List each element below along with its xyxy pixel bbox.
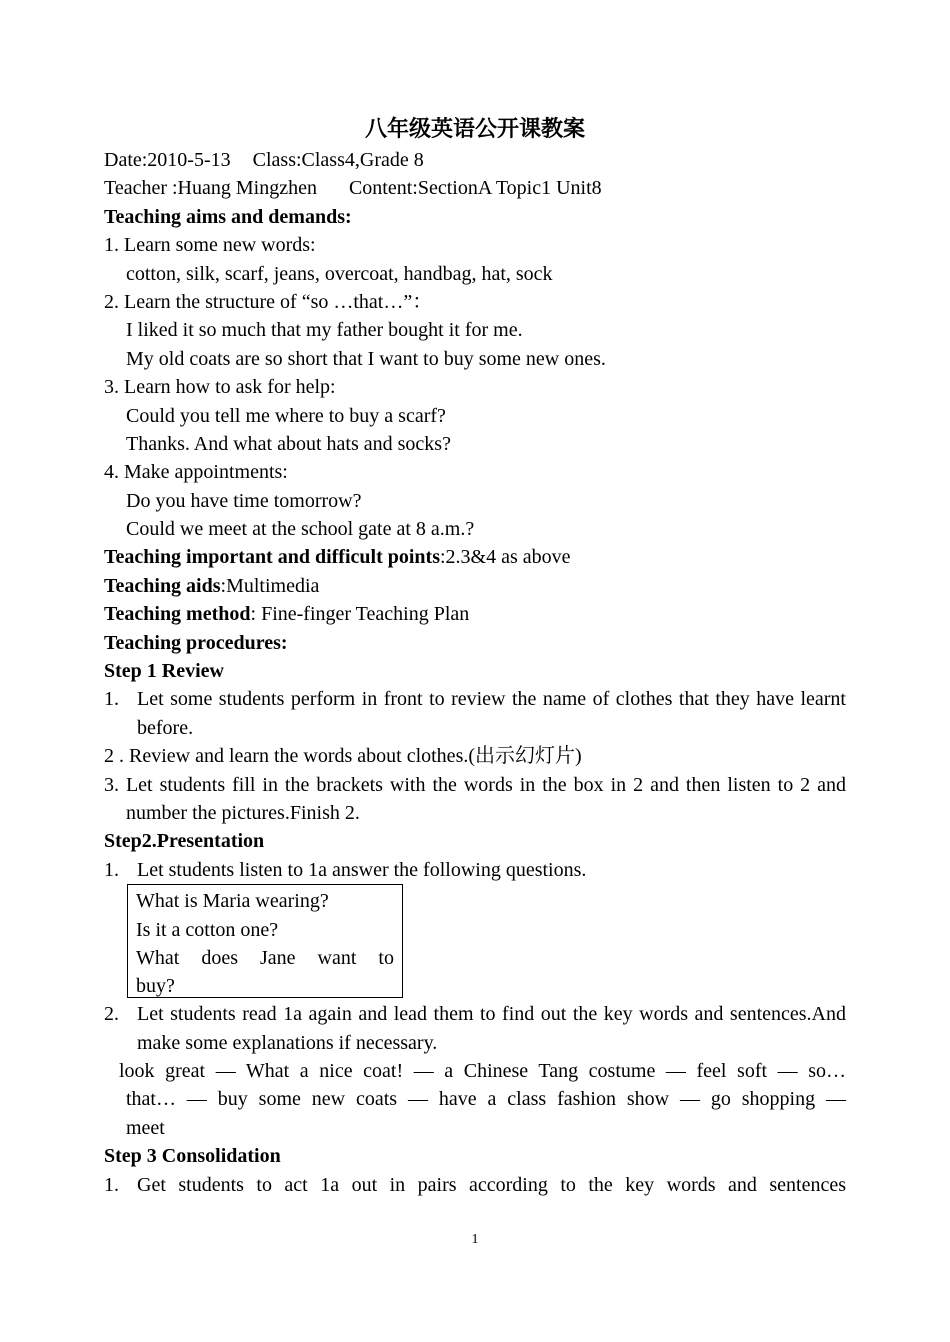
points-value: :2.3&4 as above bbox=[440, 546, 571, 569]
step2-item-2 bbox=[104, 1000, 846, 1057]
aim-2-line: My old coats are so short that I want to buy some new ones. bbox=[126, 347, 606, 370]
aim-2-label: 2. Learn the structure of “so …that…”： bbox=[104, 290, 433, 313]
key-phrase-chain-line: look great — What a nice coat! — a Chinese Tang costume — feel soft — so… bbox=[119, 1060, 846, 1083]
teacher-text: Teacher :Huang Mingzhen bbox=[104, 177, 317, 200]
aim-1-label: 1. Learn some new words: bbox=[104, 234, 316, 257]
step3-item-1-text: Get students to act 1a out in pairs according to the key words and sentences bbox=[137, 1173, 846, 1196]
step2-item-1-text: Let students listen to 1a answer the following questions. bbox=[137, 858, 587, 881]
step2-heading: Step2.Presentation bbox=[104, 830, 265, 853]
aim-4-line: Could we meet at the school gate at 8 a.m.? bbox=[126, 518, 475, 541]
method-value: : Fine-finger Teaching Plan bbox=[250, 603, 470, 626]
step1-item-3: 3. Let students fill in the brackets with the words in the box in 2 and then listen to 2 and number the pictures.Finish 2. bbox=[104, 773, 846, 825]
procedures-heading: Teaching procedures: bbox=[104, 631, 288, 654]
step3-item-1 bbox=[104, 1171, 846, 1199]
aim-4-label: 4. Make appointments: bbox=[104, 461, 288, 484]
aim-1-line: cotton, silk, scarf, jeans, overcoat, handbag, hat, sock bbox=[126, 262, 553, 285]
step2-item-1 bbox=[104, 856, 846, 884]
aim-3-label: 3. Learn how to ask for help: bbox=[104, 376, 336, 399]
question-line: What is Maria wearing? bbox=[136, 890, 329, 913]
questions-box bbox=[127, 884, 403, 998]
step1-item-1-number: 1. bbox=[104, 688, 119, 711]
page-title: 八年级英语公开课教案 bbox=[364, 116, 585, 141]
lesson-plan-page bbox=[104, 112, 846, 1199]
step2-item-1-number: 1. bbox=[104, 858, 119, 881]
aim-4-line: Do you have time tomorrow? bbox=[126, 489, 362, 512]
key-phrase-chain-line: meet bbox=[126, 1116, 165, 1139]
step3-item-1-number: 1. bbox=[104, 1173, 119, 1196]
aims-heading: Teaching aims and demands: bbox=[104, 205, 352, 228]
meta-line-2 bbox=[104, 174, 846, 202]
step1-item-2: 2 . Review and learn the words about clothes.(出示幻灯片) bbox=[104, 745, 582, 768]
step1-item-1 bbox=[104, 685, 846, 742]
method-label: Teaching method bbox=[104, 603, 251, 626]
method-line bbox=[104, 600, 846, 628]
aids-value: :Multimedia bbox=[220, 574, 320, 597]
content-text: Content:SectionA Topic1 Unit8 bbox=[348, 177, 602, 200]
points-line bbox=[104, 543, 846, 571]
aim-3-line: Thanks. And what about hats and socks? bbox=[126, 432, 451, 455]
step2-item-2-number: 2. bbox=[104, 1003, 119, 1026]
step1-item-1-text: Let some students perform in front to review the name of clothes that they have learnt before. bbox=[137, 688, 846, 739]
step2-item-2-text: Let students read 1a again and lead them to find out the key words and sentences.And make some explanations if necessary. bbox=[137, 1003, 846, 1054]
step3-heading: Step 3 Consolidation bbox=[104, 1145, 281, 1168]
question-line: buy? bbox=[136, 975, 175, 998]
points-label: Teaching important and difficult points bbox=[104, 546, 440, 569]
question-line: What does Jane want to bbox=[136, 947, 394, 969]
aids-label: Teaching aids bbox=[104, 574, 221, 597]
step1-heading: Step 1 Review bbox=[104, 660, 224, 683]
aim-2-line: I liked it so much that my father bought it for me. bbox=[126, 319, 523, 342]
page-number: 1 bbox=[471, 1232, 479, 1247]
class-text: Class:Class4,Grade 8 bbox=[252, 149, 424, 171]
aim-3-line: Could you tell me where to buy a scarf? bbox=[126, 404, 446, 427]
date-text: Date:2010-5-13 bbox=[104, 149, 231, 171]
key-phrase-chain-line: that… — buy some new coats — have a class fashion show — go shopping — bbox=[126, 1088, 846, 1111]
meta-line-1 bbox=[104, 146, 846, 174]
aids-line bbox=[104, 572, 846, 600]
question-line: Is it a cotton one? bbox=[136, 918, 279, 941]
